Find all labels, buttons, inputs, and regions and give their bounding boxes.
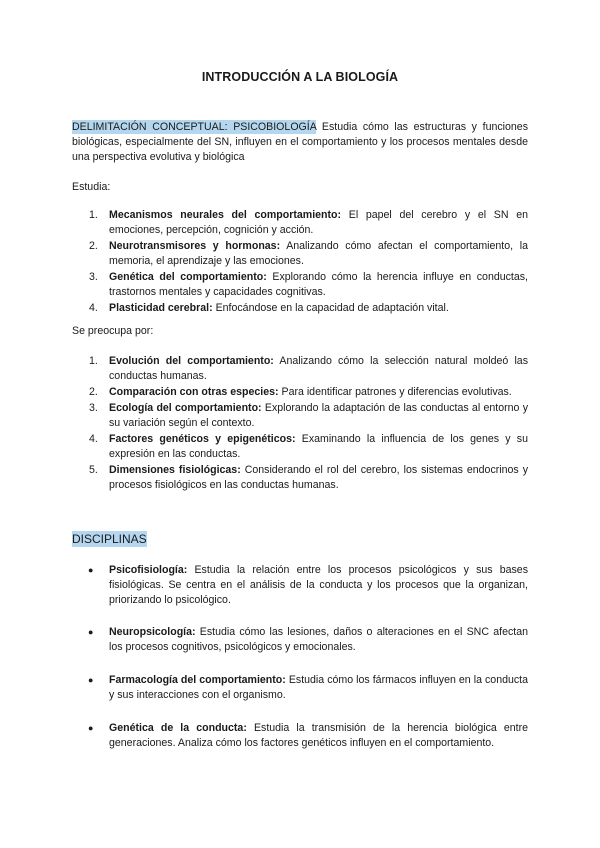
list-item: ● Farmacología del comportamiento: Estudia cómo los fármacos influyen en la conducta y sus interacciones con el organismo. [88, 674, 529, 701]
list-item: ● Genética de la conducta: Estudia la transmisión de la herencia biológica entre generaciones. Analiza cómo los factores genéticos influyen en el comportamiento. [88, 722, 528, 749]
bullet-icon: ● [88, 627, 94, 637]
list-item: 2. Comparación con otras especies: Para identificar patrones y diferencias evolutivas. [89, 386, 512, 398]
intro-text: Estudia cómo las estructuras y funciones biológicas, especialmente del SN, influyen en el comportamiento y los procesos mentales desde una perspectiva evolutiva y biológica [72, 121, 528, 163]
intro-paragraph [72, 120, 528, 165]
list-item: 1. Evolución del comportamiento: Analizando cómo la selección natural moldeó las conductas humanas. [89, 355, 528, 382]
preocupa-list [72, 354, 528, 494]
preocupa-label: Se preocupa por: [72, 325, 154, 337]
bullet-icon: ● [88, 565, 94, 575]
list-item: 4. Factores genéticos y epigenéticos: Examinando la influencia de los genes y su expresión en las conductas. [89, 433, 528, 460]
list-item: ● Psicofisiología: Estudia la relación entre los procesos psicológicos y sus bases fisiológicas. Se centra en el análisis de la conducta y los procesos que la organizan, priorizando lo psicológico. [88, 564, 528, 606]
disciplinas-list [72, 563, 528, 751]
list-item: 4. Plasticidad cerebral: Enfocándose en la capacidad de adaptación vital. [89, 302, 449, 314]
bullet-icon: ● [88, 675, 94, 685]
list-item: 3. Genética del comportamiento: Explorando cómo la herencia influye en conductas, trastornos mentales y capacidades cognitivas. [89, 271, 528, 298]
page-title: INTRODUCCIÓN A LA BIOLOGÍA [201, 70, 399, 84]
list-item: 5. Dimensiones fisiológicas: Considerando el rol del cerebro, los sistemas endocrinos y procesos fisiológicos en las conductas humanas. [89, 464, 528, 491]
highlighted-heading: DELIMITACIÓN CONCEPTUAL: PSICOBIOLOGÍA [72, 121, 317, 133]
list-item: 2. Neurotransmisores y hormonas: Analizando cómo afectan el comportamiento, la memoria, el aprendizaje y las emociones. [89, 240, 528, 267]
bullet-icon: ● [88, 723, 94, 733]
list-item: 1. Mecanismos neurales del comportamiento: El papel del cerebro y el SN en emociones, percepción, cognición y acción. [89, 209, 528, 236]
list-item: ● Neuropsicología: Estudia cómo las lesiones, daños o alteraciones en el SNC afectan los procesos cognitivos, psicológicos y emocionales. [88, 626, 528, 653]
estudia-label: Estudia: [72, 181, 111, 193]
estudia-list [72, 208, 528, 317]
list-item: 3. Ecología del comportamiento: Explorando la adaptación de las conductas al entorno y su variación según el contexto. [89, 402, 528, 429]
disciplinas-heading: DISCIPLINAS [72, 532, 147, 546]
